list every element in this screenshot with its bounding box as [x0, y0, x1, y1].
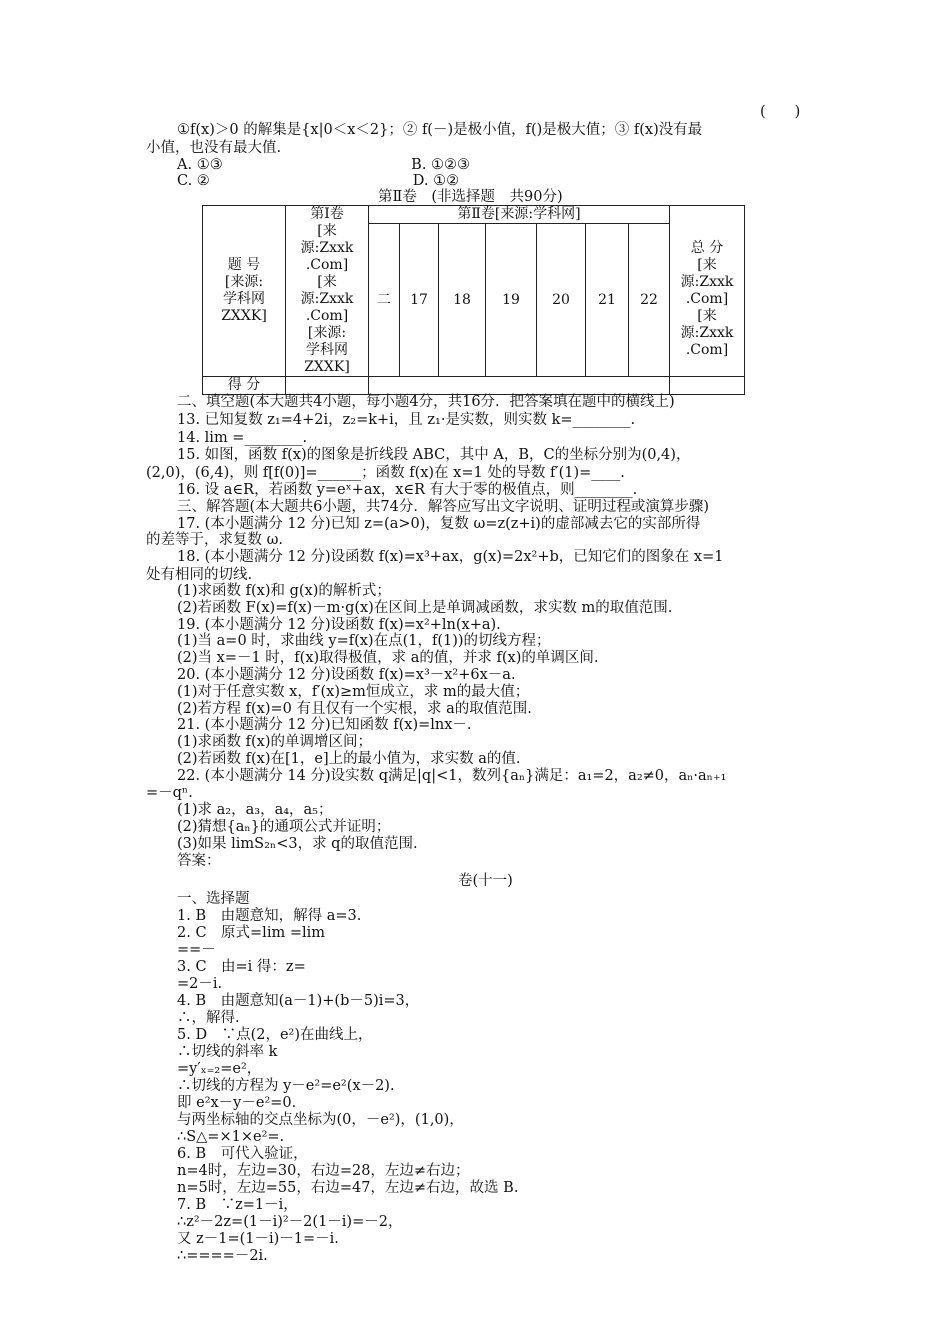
text-line: 的差等于，求复数 ω. — [146, 532, 284, 548]
column-header: 20 — [537, 224, 586, 377]
answer-parenthesis: ( ) — [760, 104, 801, 120]
text-line: 16. 设 a∈R，若函数 y=eˣ+ax，x∈R 有大于零的极值点，则________. — [177, 482, 638, 498]
text-line: 18. (本小题满分 12 分)设函数 f(x)=x³+ax，g(x)=2x²+b，已知它们的图象在 x=1 — [177, 549, 724, 565]
question-statement-line: 小值，也没有最大值. — [146, 140, 282, 156]
answer-title: 卷(十一) — [458, 873, 513, 889]
answer-line: 4. B 由题意知(a－1)+(b－5)i=3， — [177, 993, 420, 1009]
section-title: 第Ⅱ卷 (非选择题 共90分) — [378, 189, 563, 205]
text-line: (2)若函数 F(x)=f(x)－m·g(x)在区间上是单调减函数，求实数 m的取值范围. — [177, 600, 673, 616]
score-table — [202, 205, 745, 395]
answer-line: 5. D ∵点(2，e²)在曲线上， — [177, 1027, 373, 1043]
score-row-label: 得 分 — [203, 377, 286, 395]
text-line: (1)当 a=0 时，求曲线 y=f(x)在点(1，f(1))的切线方程； — [177, 633, 551, 649]
answer-line: ==－ — [177, 942, 216, 958]
answer-line: ∴====－2i. — [177, 1248, 268, 1264]
part-one-header: 第Ⅰ卷 [来 源:Zxxk .Com] [来 源:Zxxk .Com] [来源: 学科网 ZXXK] — [286, 206, 369, 377]
answer-line: 1. B 由题意知，解得 a=3. — [177, 908, 362, 924]
text-line: (3)如果 limS₂ₙ<3，求 q的取值范围. — [177, 836, 418, 852]
text-line: 答案： — [177, 853, 221, 869]
text-line: (1)求函数 f(x)的单调增区间； — [177, 734, 373, 750]
text-line: (2,0)，(6,4)，则 f[f(0)]=______；函数 f(x)在 x=1 处的导数 f′(1)=____. — [146, 465, 625, 481]
answer-line: 6. B 可代入验证， — [177, 1146, 308, 1162]
column-header: 21 — [586, 224, 629, 377]
answer-line: n=4时，左边=30，右边=28，左边≠右边； — [177, 1163, 470, 1179]
column-header: 18 — [439, 224, 486, 377]
text-line: 13. 已知复数 z₁=4+2i，z₂=k+i，且 z₁·是实数，则实数 k=________. — [177, 412, 636, 428]
option-line: C. ② D. ①② — [177, 173, 460, 189]
score-cell — [670, 377, 745, 395]
text-line: 15. 如图，函数 f(x)的图象是折线段 ABC，其中 A，B，C的坐标分别为(0,4)， — [177, 447, 691, 463]
answer-line: 3. C 由=i 得：z= — [177, 959, 306, 975]
text-line: (2)猜想{aₙ}的通项公式并证明； — [177, 819, 391, 835]
total-header-top — [670, 206, 745, 224]
answer-line: 又 z－1=(1－i)－1=－i. — [177, 1231, 339, 1247]
column-header: 17 — [400, 224, 439, 377]
answer-line: 7. B ∵z=1－i， — [177, 1197, 298, 1213]
text-line: (1)对于任意实数 x，f′(x)≥m恒成立，求 m的最大值； — [177, 684, 530, 700]
text-line: 处有相同的切线. — [146, 567, 253, 583]
answer-line: ∴切线的斜率 k — [177, 1044, 278, 1060]
text-line: (2)当 x=－1 时，f(x)取得极值，求 a的值，并求 f(x)的单调区间. — [177, 650, 599, 666]
score-cell — [369, 377, 670, 395]
answer-line: 一、选择题 — [177, 891, 250, 907]
answer-line: ∴z²－2z=(1－i)²－2(1－i)=－2， — [177, 1214, 403, 1230]
answer-line: 与两坐标轴的交点坐标为(0，－e²)，(1,0)， — [177, 1112, 464, 1128]
text-line: 20. (本小题满分 12 分)设函数 f(x)=x³－x²+6x－a. — [177, 667, 516, 683]
answer-line: =2－i. — [177, 976, 223, 992]
answer-line: 2. C 原式=lim =lim — [177, 925, 325, 941]
answer-line: 即 e²x－y－e²=0. — [177, 1095, 297, 1111]
question-number-header: 题 号 [来源: 学科网 ZXXK] — [203, 206, 286, 377]
question-statement-line: ①f(x)＞0 的解集是{x|0＜x＜2}；② f(－)是极小值，f()是极大值；③ f(x)没有最 — [177, 122, 703, 138]
text-line: 17. (本小题满分 12 分)已知 z=(a>0)，复数 ω=z(z+i)的虚部减去它的实部所得 — [177, 516, 701, 532]
answer-line: ∴，解得. — [177, 1010, 240, 1026]
column-header: 22 — [629, 224, 670, 377]
text-line: (1)求函数 f(x)和 g(x)的解析式； — [177, 583, 391, 599]
column-header: 二 — [369, 224, 400, 377]
answer-line: n=5时，左边=55，右边=47，左边≠右边，故选 B. — [177, 1180, 519, 1196]
option-line: A. ①③ B. ①②③ — [177, 157, 471, 173]
text-line: 19. (本小题满分 12 分)设函数 f(x)=x²+ln(x+a). — [177, 617, 501, 633]
text-line: 21. (本小题满分 12 分)已知函数 f(x)=lnx－. — [177, 717, 472, 733]
answer-line: ∴切线的方程为 y－e²=e²(x－2). — [177, 1078, 395, 1094]
column-header: 19 — [486, 224, 537, 377]
text-line: 三、解答题(本大题共6小题，共74分．解答应写出文字说明、证明过程或演算步骤) — [177, 499, 709, 515]
text-line: 22. (本小题满分 14 分)设实数 q满足|q|<1，数列{aₙ}满足：a₁=2，a₂≠0，aₙ·aₙ₊₁ — [177, 768, 727, 784]
part-two-header: 第Ⅱ卷[来源:学科网] — [369, 206, 670, 224]
score-cell — [286, 377, 369, 395]
text-line: =－qⁿ. — [146, 785, 193, 801]
text-line: 二、填空题(本大题共4小题，每小题4分，共16分．把答案填在题中的横线上) — [177, 394, 675, 410]
answer-line: ∴S△=×1×e²=. — [177, 1129, 285, 1145]
text-line: 14. lim =________. — [177, 430, 308, 446]
text-line: (2)若函数 f(x)在[1，e]上的最小值为，求实数 a的值. — [177, 751, 521, 767]
answer-line: =y′ₓ₌₂=e²， — [177, 1061, 262, 1077]
text-line: (1)求 a₂，a₃，a₄，a₅； — [177, 802, 333, 818]
total-header: 总 分 [来 源:Zxxk .Com] [来 源:Zxxk .Com] — [670, 224, 745, 377]
text-line: (2)若方程 f(x)=0 有且仅有一个实根，求 a的取值范围. — [177, 701, 532, 717]
